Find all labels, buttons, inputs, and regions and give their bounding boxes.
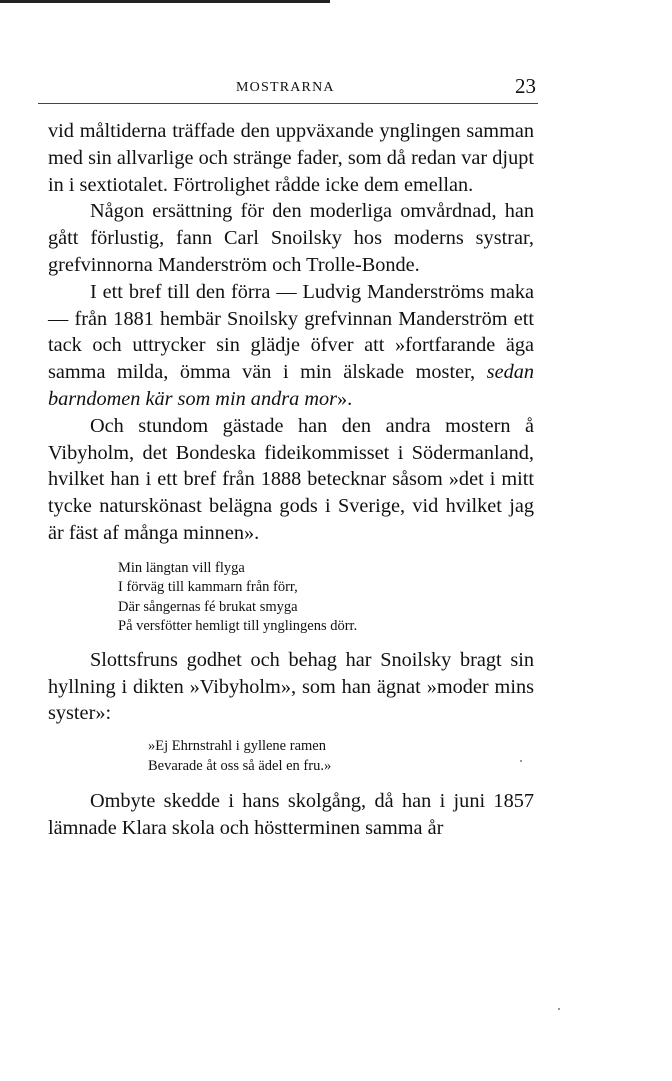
verse-block-2 — [48, 727, 534, 788]
verse-line: I förväg till kammarn från förr, — [118, 579, 298, 596]
paragraph-1: vid måltiderna träffade den uppväxande ynglingen samman med sin allvarlige och stränge fader, som då redan var djupt in i sextiotalet. Förtrolighet rådde icke dem emellan. — [48, 120, 534, 196]
running-title: MOSTRARNA — [236, 80, 335, 95]
verse-line: Min längtan vill flyga — [118, 559, 245, 576]
verse-line: Bevarade åt oss så ädel en fru.» — [148, 757, 332, 774]
verse-block-1 — [48, 547, 534, 647]
page-number: 23 — [515, 74, 536, 98]
paragraph-3-italic: sedan barndomen kär som min andra mor — [48, 361, 534, 410]
paper-speck — [558, 1008, 560, 1010]
top-edge-rule — [0, 0, 330, 3]
header-rule — [38, 103, 538, 104]
paragraph-6: Ombyte skedde i hans skolgång, då han i juni 1857 lämnade Klara skola och höstterminen samma år — [48, 790, 534, 839]
paragraph-4: Och stundom gästade han den andra mostern å Vibyholm, det Bondeska fideikommisset i Södermanland, hvilket han i ett bref från 1888 betecknar såsom »det i mitt tycke naturskönast belägna gods i Sverige, vid hvilket jag är fäst af många minnen». — [48, 414, 534, 544]
paragraph-3-start: I ett bref till den förra — Ludvig Manderströms maka — från 1881 hembär Snoilsky grefvinnan Manderström ett tack och uttrycker sin glädje öfver att »fortfarande äga samma milda, ömma vän i min älskade moster, — [48, 280, 534, 384]
paper-speck — [520, 760, 522, 762]
page-header — [48, 74, 536, 100]
paragraph-3-end: ». — [337, 387, 353, 410]
paragraph-3 — [48, 279, 534, 413]
verse-line: Där sångernas fé brukat smyga — [118, 598, 298, 615]
body-text — [48, 118, 534, 842]
verse-line: På versfötter hemligt till ynglingens dörr. — [118, 618, 358, 635]
verse-line: »Ej Ehrnstrahl i gyllene ramen — [148, 738, 326, 755]
paragraph-2: Någon ersättning för den moderliga omvårdnad, han gått förlustig, fann Carl Snoilsky hos moderns systrar, grefvinnorna Manderström och Trolle-Bonde. — [48, 200, 534, 276]
paragraph-5: Slottsfruns godhet och behag har Snoilsky bragt sin hyllning i dikten »Vibyholm», som han ägnat »moder mins syster»: — [48, 648, 534, 725]
